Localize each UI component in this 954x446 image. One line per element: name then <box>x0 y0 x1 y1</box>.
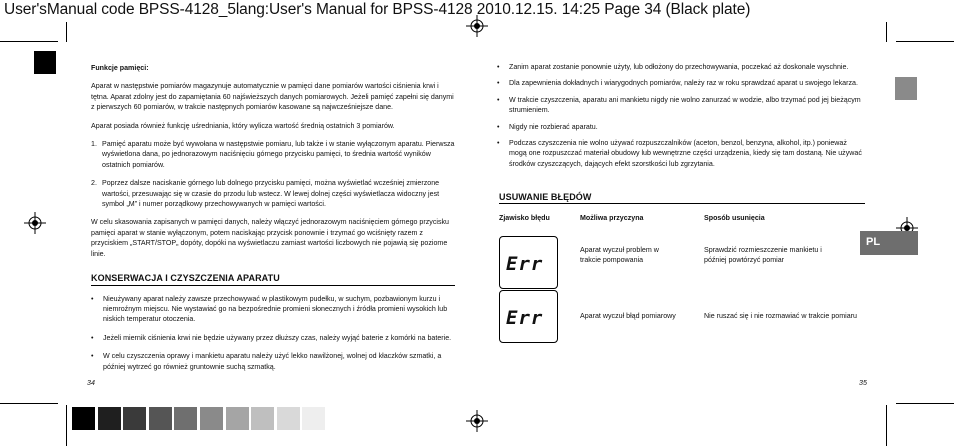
section-marker <box>895 77 917 100</box>
maintenance-heading: KONSERWACJA I CZYSZCZENIA APARATU <box>91 273 455 285</box>
crop-mark <box>0 41 58 42</box>
memory-paragraph: Aparat w następstwie pomiarów magazynuje automatycznie w pamięci dane pomiarów wartości ciśnienia krwi i tętna. Aparat zdolny jest do zapamiętania 60 najświeższych danych pomiarowych. Jeżeli pamięć zapełni się danymi z pierwszych 60 pomiarów, w trakcie następnych pomiarów kasowane są najwcześniejsze dane. <box>91 82 454 112</box>
list-item: • W celu czyszczenia oprawy i mankietu aparatu należy użyć lekko nawilżonej, wolnej od kłaczków szmatki, a później wytrzeć go również gruntownie suchą szmatką. <box>91 351 455 372</box>
right-page-column <box>497 62 865 169</box>
color-swatch <box>123 407 146 430</box>
table-cell-cause: Aparat wyczuł problem w trakcie pompowania <box>580 246 659 265</box>
table-cell-fix: Sprawdzić rozmieszczenie mankietu i później powtórzyć pomiar <box>704 246 822 265</box>
error-display-icon <box>499 236 558 289</box>
color-swatch <box>200 407 223 430</box>
item-number: 1. <box>91 140 97 149</box>
list-item: • W trakcie czyszczenia, aparatu ani mankietu nigdy nie wolno zanurzać w wodzie, albo trzymać pod jej bieżącym strumieniem. <box>497 95 865 116</box>
print-header: User'sManual code BPSS-4128_5lang:User's Manual for BPSS-4128 2010.12.15. 14:25 Page 34 (Black plate) <box>4 1 751 18</box>
table-header: Sposób usunięcia <box>704 214 765 222</box>
error-display-text: Err <box>506 307 544 329</box>
left-page-column <box>91 63 455 372</box>
color-swatch <box>98 407 121 430</box>
memory-title: Funkcje pamięci: <box>91 64 149 72</box>
average-paragraph: Aparat posiada również funkcję uśredniania, który wylicza wartość średnią ostatnich 3 pomiarów. <box>91 121 395 130</box>
table-cell-fix: Nie ruszać się i nie rozmawiać w trakcie pomiaru <box>704 312 857 320</box>
language-tab-label: PL <box>866 236 881 248</box>
erase-paragraph: W celu skasowania zapisanych w pamięci danych, należy włączyć jednorazowym naciśnięciem górnego przycisku pamięci aparat w stanie wyłączonym, potem naciskając przycisk ponownie i trzymać go wciśnięty razem z przyciskiem „START/STOP„ dopóty, dopóki na wyświetlaczu zamiast wartości liczbowych nie pojawią się poziome linie. <box>91 218 449 258</box>
crop-mark <box>896 41 954 42</box>
color-swatch <box>72 407 95 430</box>
color-swatch <box>174 407 197 430</box>
page-number: 34 <box>87 379 95 387</box>
crop-mark <box>0 403 58 404</box>
page-number: 35 <box>859 379 867 387</box>
list-item: • Nieużywany aparat należy zawsze przechowywać w plastikowym pudełku, w suchym, pozbawionym kurzu i niemroźnym miejscu. Nie wystawiać go na bezpośrednie promieni słonecznych i źródła promieni wysokich lub niskich temperatur otoczenia. <box>91 294 455 325</box>
crop-mark <box>66 22 67 42</box>
crop-mark <box>886 405 887 446</box>
error-display-text: Err <box>506 253 544 275</box>
item-text: Pamięć aparatu może być wywołana w następstwie pomiaru, lub także i w stanie wyłączonym aparatu. Pierwsza wyświetlona dana, po jednorazowym naciśnięciu górnego przycisku pamięci, to średnia wartość wyników ostatnich pomiarów. <box>102 140 455 169</box>
language-tab <box>860 231 918 255</box>
crop-mark <box>896 403 954 404</box>
list-item: • Jeżeli miernik ciśnienia krwi nie będzie używany przez dłuższy czas, należy wyjąć baterie z komórki na baterie. <box>91 333 455 343</box>
numbered-item <box>91 178 455 209</box>
list-item: • Zanim aparat zostanie ponownie użyty, lub odłożony do przechowywania, poczekać aż doskonale wyschnie. <box>497 62 865 72</box>
numbered-item <box>91 139 455 170</box>
list-item: • Nigdy nie rozbierać aparatu. <box>497 122 865 132</box>
color-swatch <box>226 407 249 430</box>
section-marker <box>34 51 56 74</box>
registration-mark-icon <box>466 15 488 37</box>
registration-mark-icon <box>466 410 488 432</box>
list-item: • Podczas czyszczenia nie wolno używać rozpuszczalników (aceton, benzol, benzyna, alkohol, itp.) ponieważ mogą one rozpuszczać materiał obudowy lub wewnętrzne części urządzenia, kiedy się tam dostaną. Nie używać środków czyszczących, dających efekt szorstkości lub zgrzytania. <box>497 138 865 169</box>
table-header: Zjawisko błędu <box>499 214 550 222</box>
table-header: Możliwa przyczyna <box>580 214 644 222</box>
list-item: • Dla zapewnienia dokładnych i wiarygodnych pomiarów, należy raz w roku sprawdzać aparat u swojego lekarza. <box>497 78 865 88</box>
item-number: 2. <box>91 179 97 188</box>
crop-mark <box>886 22 887 42</box>
color-swatch <box>277 407 300 430</box>
color-swatch <box>302 407 325 430</box>
crop-mark <box>66 405 67 446</box>
error-display-icon <box>499 290 558 343</box>
color-swatch <box>149 407 172 430</box>
table-cell-cause: Aparat wyczuł błąd pomiarowy <box>580 312 676 320</box>
registration-mark-icon <box>24 212 46 234</box>
item-text: Poprzez dalsze naciskanie górnego lub dolnego przycisku pamięci, można wyświetlać wcześniej zmierzone wartości, przesuwając się w czasie do przodu lub wstecz. W lewej dolnej części wyświetlacza widoczny jest symbol „M” i numer porządkowy przechowywanych w pamięci wartości. <box>102 179 440 209</box>
color-swatch <box>251 407 274 430</box>
troubleshooting-heading: USUWANIE BŁĘDÓW <box>499 192 865 204</box>
